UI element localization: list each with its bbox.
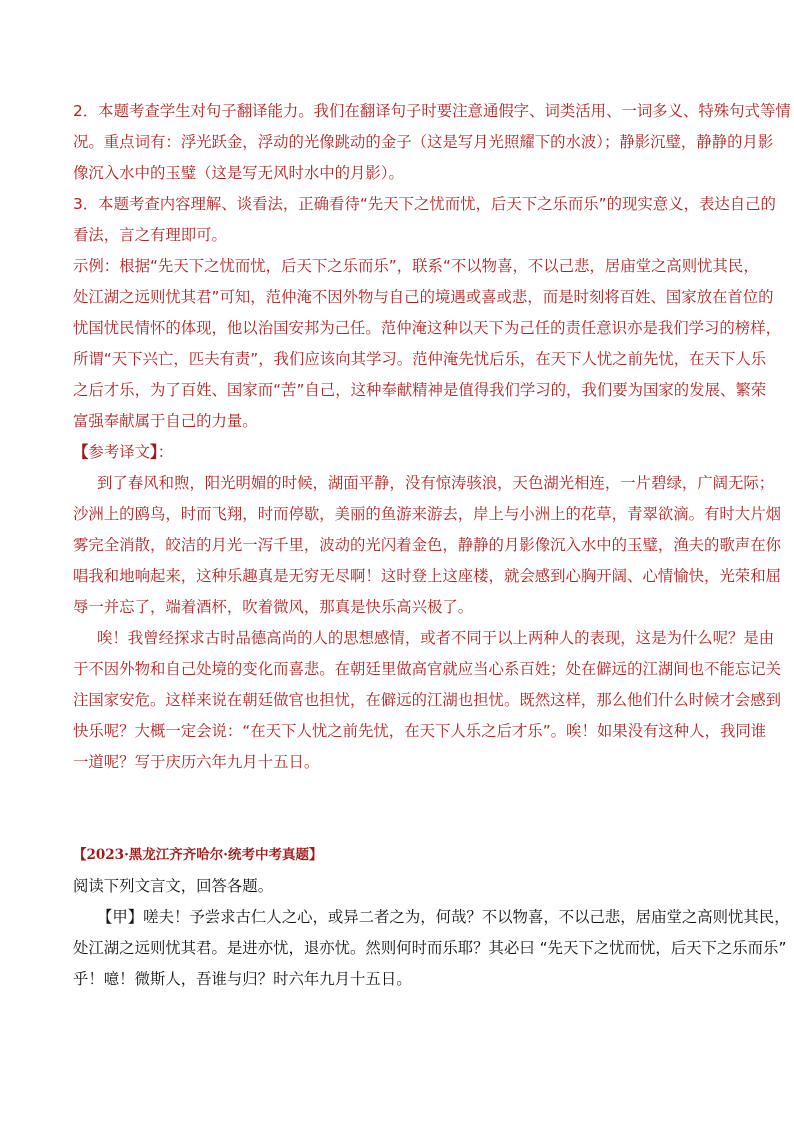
text-line: 唱我和地响起来，这种乐趣真是无穷无尽啊！这时登上这座楼，就会感到心胸开阔、心情愉快，光荣和屈 — [73, 567, 781, 585]
text-line: 忧国忧民情怀的体现，他以治国安邦为己任。范仲淹这种以天下为己任的责任意识亦是我们学习的榜样， — [73, 319, 781, 337]
heading-bracket-open: 【 — [73, 443, 89, 461]
text-line: 况。重点词有：浮光跃金，浮动的光像跳动的金子（这是写月光照耀下的水波）；静影沉璧，静静的月影 — [73, 133, 774, 151]
text-line: 乎！噫！微斯人，吾谁与归？时六年九月十五日。 — [73, 970, 412, 988]
text-line: 快乐呢？大概一定会说：“在天下人忧之前先忧，在天下人乐之后才乐”。唉！如果没有这种人，我同谁 — [73, 722, 767, 740]
text-line: 处江湖之远则忧其君”可知，范仲淹不因外物与自己的境遇或喜或悲，而是时刻将百姓、国家放在首位的 — [73, 288, 774, 306]
answer-example — [73, 251, 781, 437]
exam-instruction: 阅读下列文言文，回答各题。 — [73, 877, 274, 895]
document-content — [73, 96, 791, 995]
text-line: 沙洲上的鸥鸟，时而飞翔，时而停歇，美丽的鱼游来游去，岸上与小洲上的花草，青翠欲滴。有时大片烟 — [73, 505, 781, 523]
text-line: 所谓“天下兴亡，匹夫有责”，我们应该向其学习。范仲淹先忧后乐，在天下人忧之前先忧，在天下人乐 — [73, 350, 767, 368]
text-line: 像沉入水中的玉璧（这是写无风时水中的月影）。 — [73, 164, 404, 182]
translation-paragraph-2 — [73, 623, 781, 778]
exam-title: 【2023·黑龙江齐齐哈尔·统考中考真题】 — [73, 847, 323, 863]
exam-passage-jia — [73, 902, 790, 995]
heading-bracket-close: 】 — [149, 443, 158, 461]
text-line: 辱一并忘了，端着酒杯，吹着微风，那真是快乐高兴极了。 — [73, 598, 474, 616]
text-line: 唉！我曾经探求古时品德高尚的人的思想感情，或者不同于以上两种人的表现，这是为什么呢？是由 — [97, 629, 775, 647]
answer-item-3 — [73, 189, 776, 251]
heading-colon: ： — [157, 443, 174, 461]
text-line: 示例：根据“先天下之忧而忧，后天下之乐而乐”，联系“不以物喜，不以己悲，居庙堂之高则忧其民， — [73, 257, 759, 275]
answer-item-2 — [73, 96, 791, 189]
heading-text: 参考译文 — [88, 443, 150, 461]
text-line: 3．本题考查内容理解、谈看法，正确看待“先天下之忧而忧，后天下之乐而乐”的现实意义，表达自己的 — [73, 195, 776, 213]
text-line: 【甲】嗟夫！予尝求古仁人之心，或异二者之为，何哉？不以物喜，不以己悲，居庙堂之高则忧其民， — [97, 908, 790, 926]
text-line: 之后才乐，为了百姓、国家而“苦”自己，这种奉献精神是值得我们学习的，我们要为国家的发展、繁荣 — [73, 381, 767, 399]
text-line: 处江湖之远则忧其君。是进亦忧，退亦忧。然则何时而乐耶？其必曰 “先天下之忧而忧，后天下之乐而乐” — [73, 939, 787, 957]
text-line: 2．本题考查学生对句子翻译能力。我们在翻译句子时要注意通假字、词类活用、一词多义、特殊句式等情 — [73, 102, 791, 120]
spacer — [73, 778, 731, 840]
text-line: 雾完全消散，皎洁的月光一泻千里，波动的光闪着金色，静静的月影像沉入水中的玉璧，渔夫的歌声在你 — [73, 536, 781, 554]
text-line: 富强奉献属于自己的力量。 — [73, 412, 258, 430]
text-line: 看法，言之有理即可。 — [73, 226, 227, 244]
translation-heading — [73, 437, 731, 468]
translation-paragraph-1 — [73, 468, 781, 623]
text-line: 一道呢？写于庆历六年九月十五日。 — [73, 753, 320, 771]
text-line: 到了春风和煦，阳光明媚的时候，湖面平静，没有惊涛骇浪，天色湖光相连，一片碧绿，广阔无际； — [97, 474, 775, 492]
text-line: 注国家安危。这样来说在朝廷做官也担忧，在僻远的江湖也担忧。既然这样，那么他们什么时候才会感到 — [73, 691, 781, 709]
text-line: 于不因外物和自己处境的变化而喜悲。在朝廷里做高官就应当心系百姓；处在僻远的江湖间也不能忘记关 — [73, 660, 781, 678]
